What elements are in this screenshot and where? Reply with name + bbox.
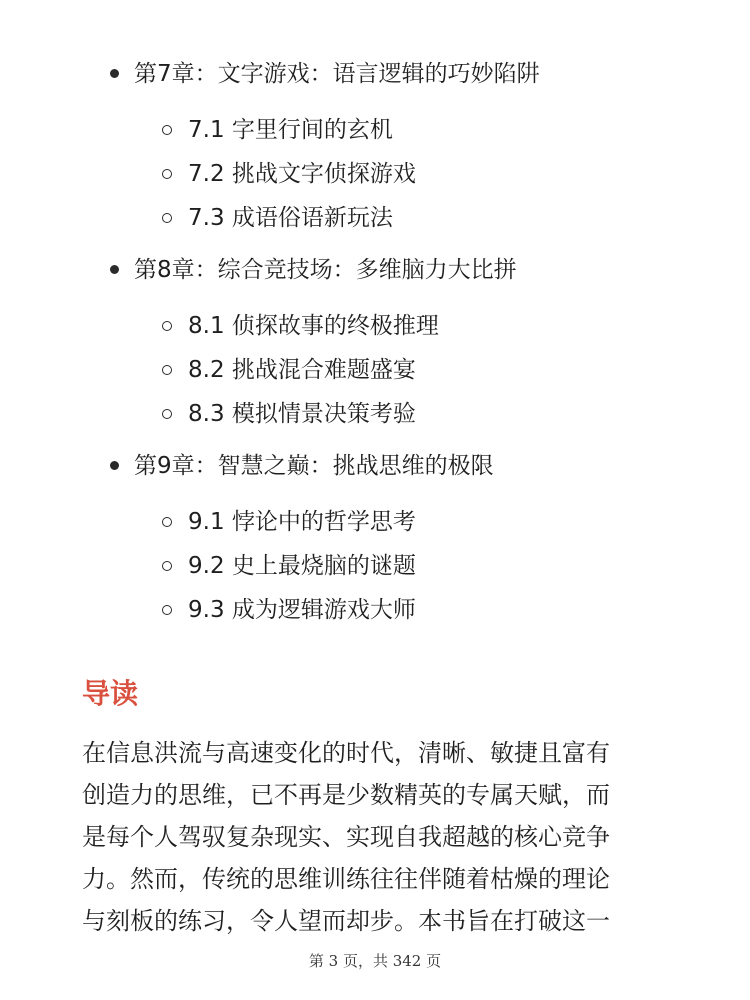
bullet-hollow xyxy=(162,125,172,135)
bullet-hollow xyxy=(162,365,172,375)
bullet-hollow xyxy=(162,213,172,223)
section-title: 7.1 字里行间的玄机 xyxy=(188,117,393,143)
toc-chapter-7 xyxy=(0,52,750,96)
toc-section xyxy=(0,544,750,588)
page-number-footer: 第 3 页，共 342 页 xyxy=(308,952,442,970)
toc-section xyxy=(0,348,750,392)
bullet-hollow xyxy=(162,169,172,179)
chapter-title: 第8章：综合竞技场：多维脑力大比拼 xyxy=(134,257,517,283)
bullet-hollow xyxy=(162,517,172,527)
toc-section xyxy=(0,196,750,240)
toc-chapter-9 xyxy=(0,444,750,488)
intro-paragraph xyxy=(82,732,672,942)
section-title: 9.2 史上最烧脑的谜题 xyxy=(188,553,416,579)
section-title: 8.2 挑战混合难题盛宴 xyxy=(188,357,416,383)
paragraph-line: 是每个人驾驭复杂现实、实现自我超越的核心竞争 xyxy=(82,823,610,851)
paragraph-line: 在信息洪流与高速变化的时代，清晰、敏捷且富有 xyxy=(82,739,610,767)
bullet-filled xyxy=(110,69,119,78)
bullet-hollow xyxy=(162,409,172,419)
toc-section xyxy=(0,304,750,348)
section-title: 8.3 模拟情景决策考验 xyxy=(188,401,416,427)
intro-heading: 导读 xyxy=(82,677,139,710)
toc-section xyxy=(0,500,750,544)
toc-chapter-8 xyxy=(0,248,750,292)
section-title: 9.1 悖论中的哲学思考 xyxy=(188,509,416,535)
section-title: 7.2 挑战文字侦探游戏 xyxy=(188,161,416,187)
bullet-hollow xyxy=(162,561,172,571)
chapter-title: 第9章：智慧之巅：挑战思维的极限 xyxy=(134,453,494,479)
chapter-8-sections xyxy=(0,292,750,444)
bullet-hollow xyxy=(162,605,172,615)
chapter-9-sections xyxy=(0,488,750,640)
paragraph-line: 与刻板的练习，令人望而却步。本书旨在打破这一 xyxy=(82,907,610,935)
chapter-7-sections xyxy=(0,96,750,248)
section-title: 9.3 成为逻辑游戏大师 xyxy=(188,597,416,623)
section-title: 7.3 成语俗语新玩法 xyxy=(188,205,393,231)
paragraph-line: 创造力的思维，已不再是少数精英的专属天赋，而 xyxy=(82,781,610,809)
bullet-filled xyxy=(110,265,119,274)
toc-section xyxy=(0,152,750,196)
toc-section xyxy=(0,392,750,436)
bullet-filled xyxy=(110,461,119,470)
toc-section xyxy=(0,108,750,152)
table-of-contents xyxy=(0,52,750,640)
chapter-title: 第7章：文字游戏：语言逻辑的巧妙陷阱 xyxy=(134,61,540,87)
toc-section xyxy=(0,588,750,632)
paragraph-line: 力。然而，传统的思维训练往往伴随着枯燥的理论 xyxy=(82,865,610,893)
section-title: 8.1 侦探故事的终极推理 xyxy=(188,313,439,339)
bullet-hollow xyxy=(162,321,172,331)
